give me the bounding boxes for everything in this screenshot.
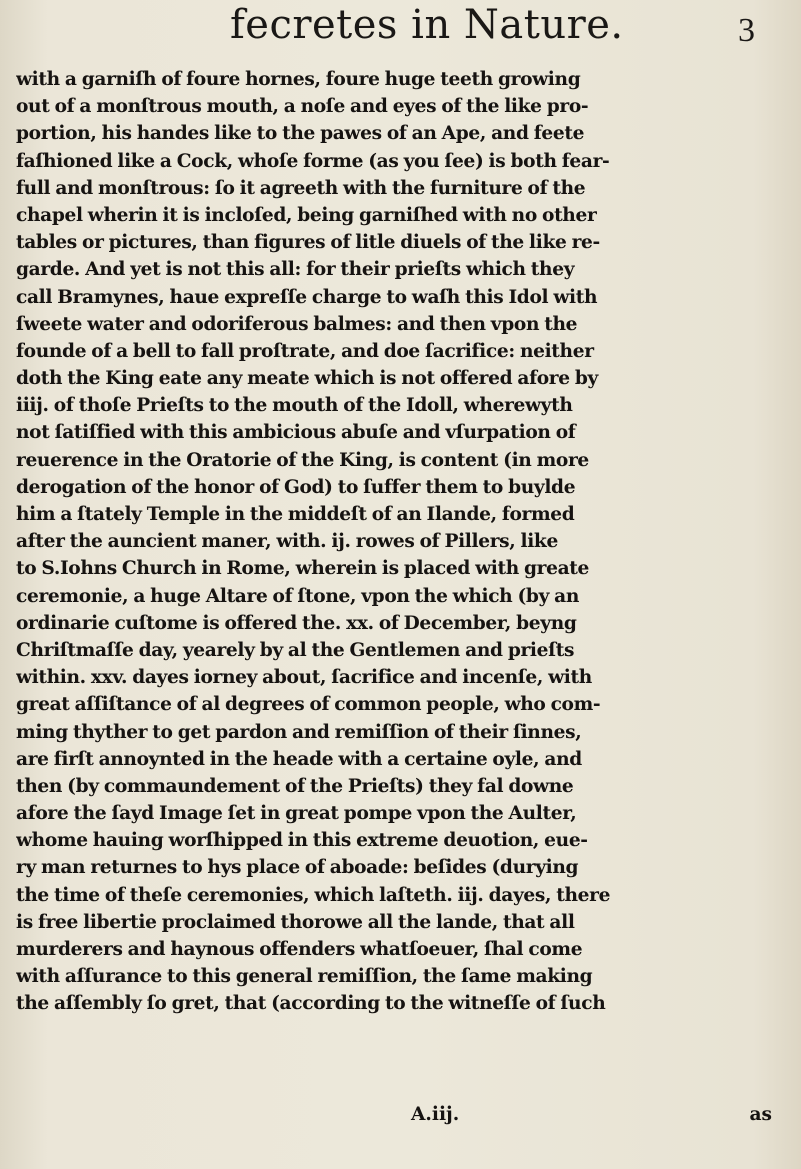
text-line: then (by commaundement of the Prieſts) they fal downe xyxy=(16,775,574,797)
text-line: tables or pictures, than figures of litle diuels of the like re- xyxy=(16,232,600,254)
text-line: afore the ſayd Image ſet in great pompe vpon the Aulter, xyxy=(16,803,577,825)
text-line: portion, his handes like to the pawes of an Ape, and feete xyxy=(16,123,585,145)
catchword: as xyxy=(749,1104,772,1125)
text-line: ming thyther to get pardon and remiſſion of their ſinnes, xyxy=(16,721,582,743)
text-line: not ſatiſfied with this ambicious abuſe and vſurpation of xyxy=(16,422,576,444)
text-line: chapel wherin it is incloſed, being garniſhed with no other xyxy=(16,204,597,226)
text-line: with a garniſh of foure hornes, foure huge teeth growing xyxy=(16,69,581,90)
text-line: ry man returnes to hys place of aboade: beſides (durying xyxy=(16,857,579,879)
running-title: fecretes in Nature. xyxy=(230,2,624,48)
text-line: Chriſtmaſſe day, yearely by al the Gentlemen and prieſts xyxy=(16,639,575,661)
text-line: is free libertie proclaimed thorowe all the lande, that all xyxy=(16,911,575,933)
text-line: him a ſtately Temple in the middeſt of an Ilande, formed xyxy=(16,504,575,525)
text-line: founde of a bell to fall proſtrate, and doe ſacrifice: neither xyxy=(16,340,594,362)
text-line: with aſſurance to this general remiſſion, the ſame making xyxy=(16,966,593,988)
body-text xyxy=(16,66,788,1018)
text-line: ceremonie, a huge Altare of ſtone, vpon the which (by an xyxy=(16,585,580,607)
text-line: call Bramynes, haue expreſſe charge to waſh this Idol with xyxy=(16,286,598,308)
text-line: reuerence in the Oratorie of the King, is content (in more xyxy=(16,449,589,471)
text-line: ſweete water and odoriferous balmes: and then vpon the xyxy=(16,313,578,335)
text-line: out of a monſtrous mouth, a noſe and eyes of the like pro- xyxy=(16,96,589,118)
signature-mark: A.iij. xyxy=(411,1104,460,1125)
text-line: iiij. of thoſe Prieſts to the mouth of the Idoll, wherewyth xyxy=(16,395,573,417)
text-line: within. xxv. dayes iorney about, ſacrifice and incenſe, with xyxy=(16,667,592,689)
text-line: are firſt annoynted in the heade with a certaine oyle, and xyxy=(16,748,582,770)
text-line: the aſſembly ſo gret, that (according to the witneſſe of ſuch xyxy=(16,993,606,1015)
text-line: full and monſtrous: ſo it agreeth with the furniture of the xyxy=(16,177,586,199)
text-line: faſhioned like a Cock, whoſe forme (as you ſee) is both fear- xyxy=(16,150,610,172)
text-line: murderers and haynous offenders whatſoeuer, ſhal come xyxy=(16,939,583,960)
text-line: doth the King eate any meate which is not offered afore by xyxy=(16,368,598,390)
page-number: 3 xyxy=(738,12,755,49)
page-footer xyxy=(16,1104,788,1132)
page-header xyxy=(0,2,801,60)
text-line: the time of theſe ceremonies, which laſteth. iij. dayes, there xyxy=(16,884,611,906)
text-line: derogation of the honor of God) to ſuffer them to buylde xyxy=(16,476,576,498)
text-line: ordinarie cuſtome is offered the. xx. of December, beyng xyxy=(16,612,577,634)
text-line: whome hauing worſhipped in this extreme deuotion, eue- xyxy=(16,830,588,852)
text-line: to S.Iohns Church in Rome, wherein is placed with greate xyxy=(16,558,590,580)
text-line: after the auncient maner, with. ij. rowes of Pillers, like xyxy=(16,531,558,553)
text-line: garde. And yet is not this all: for their prieſts which they xyxy=(16,259,575,281)
text-line: great aſſiſtance of al degrees of common people, who com- xyxy=(16,694,601,716)
